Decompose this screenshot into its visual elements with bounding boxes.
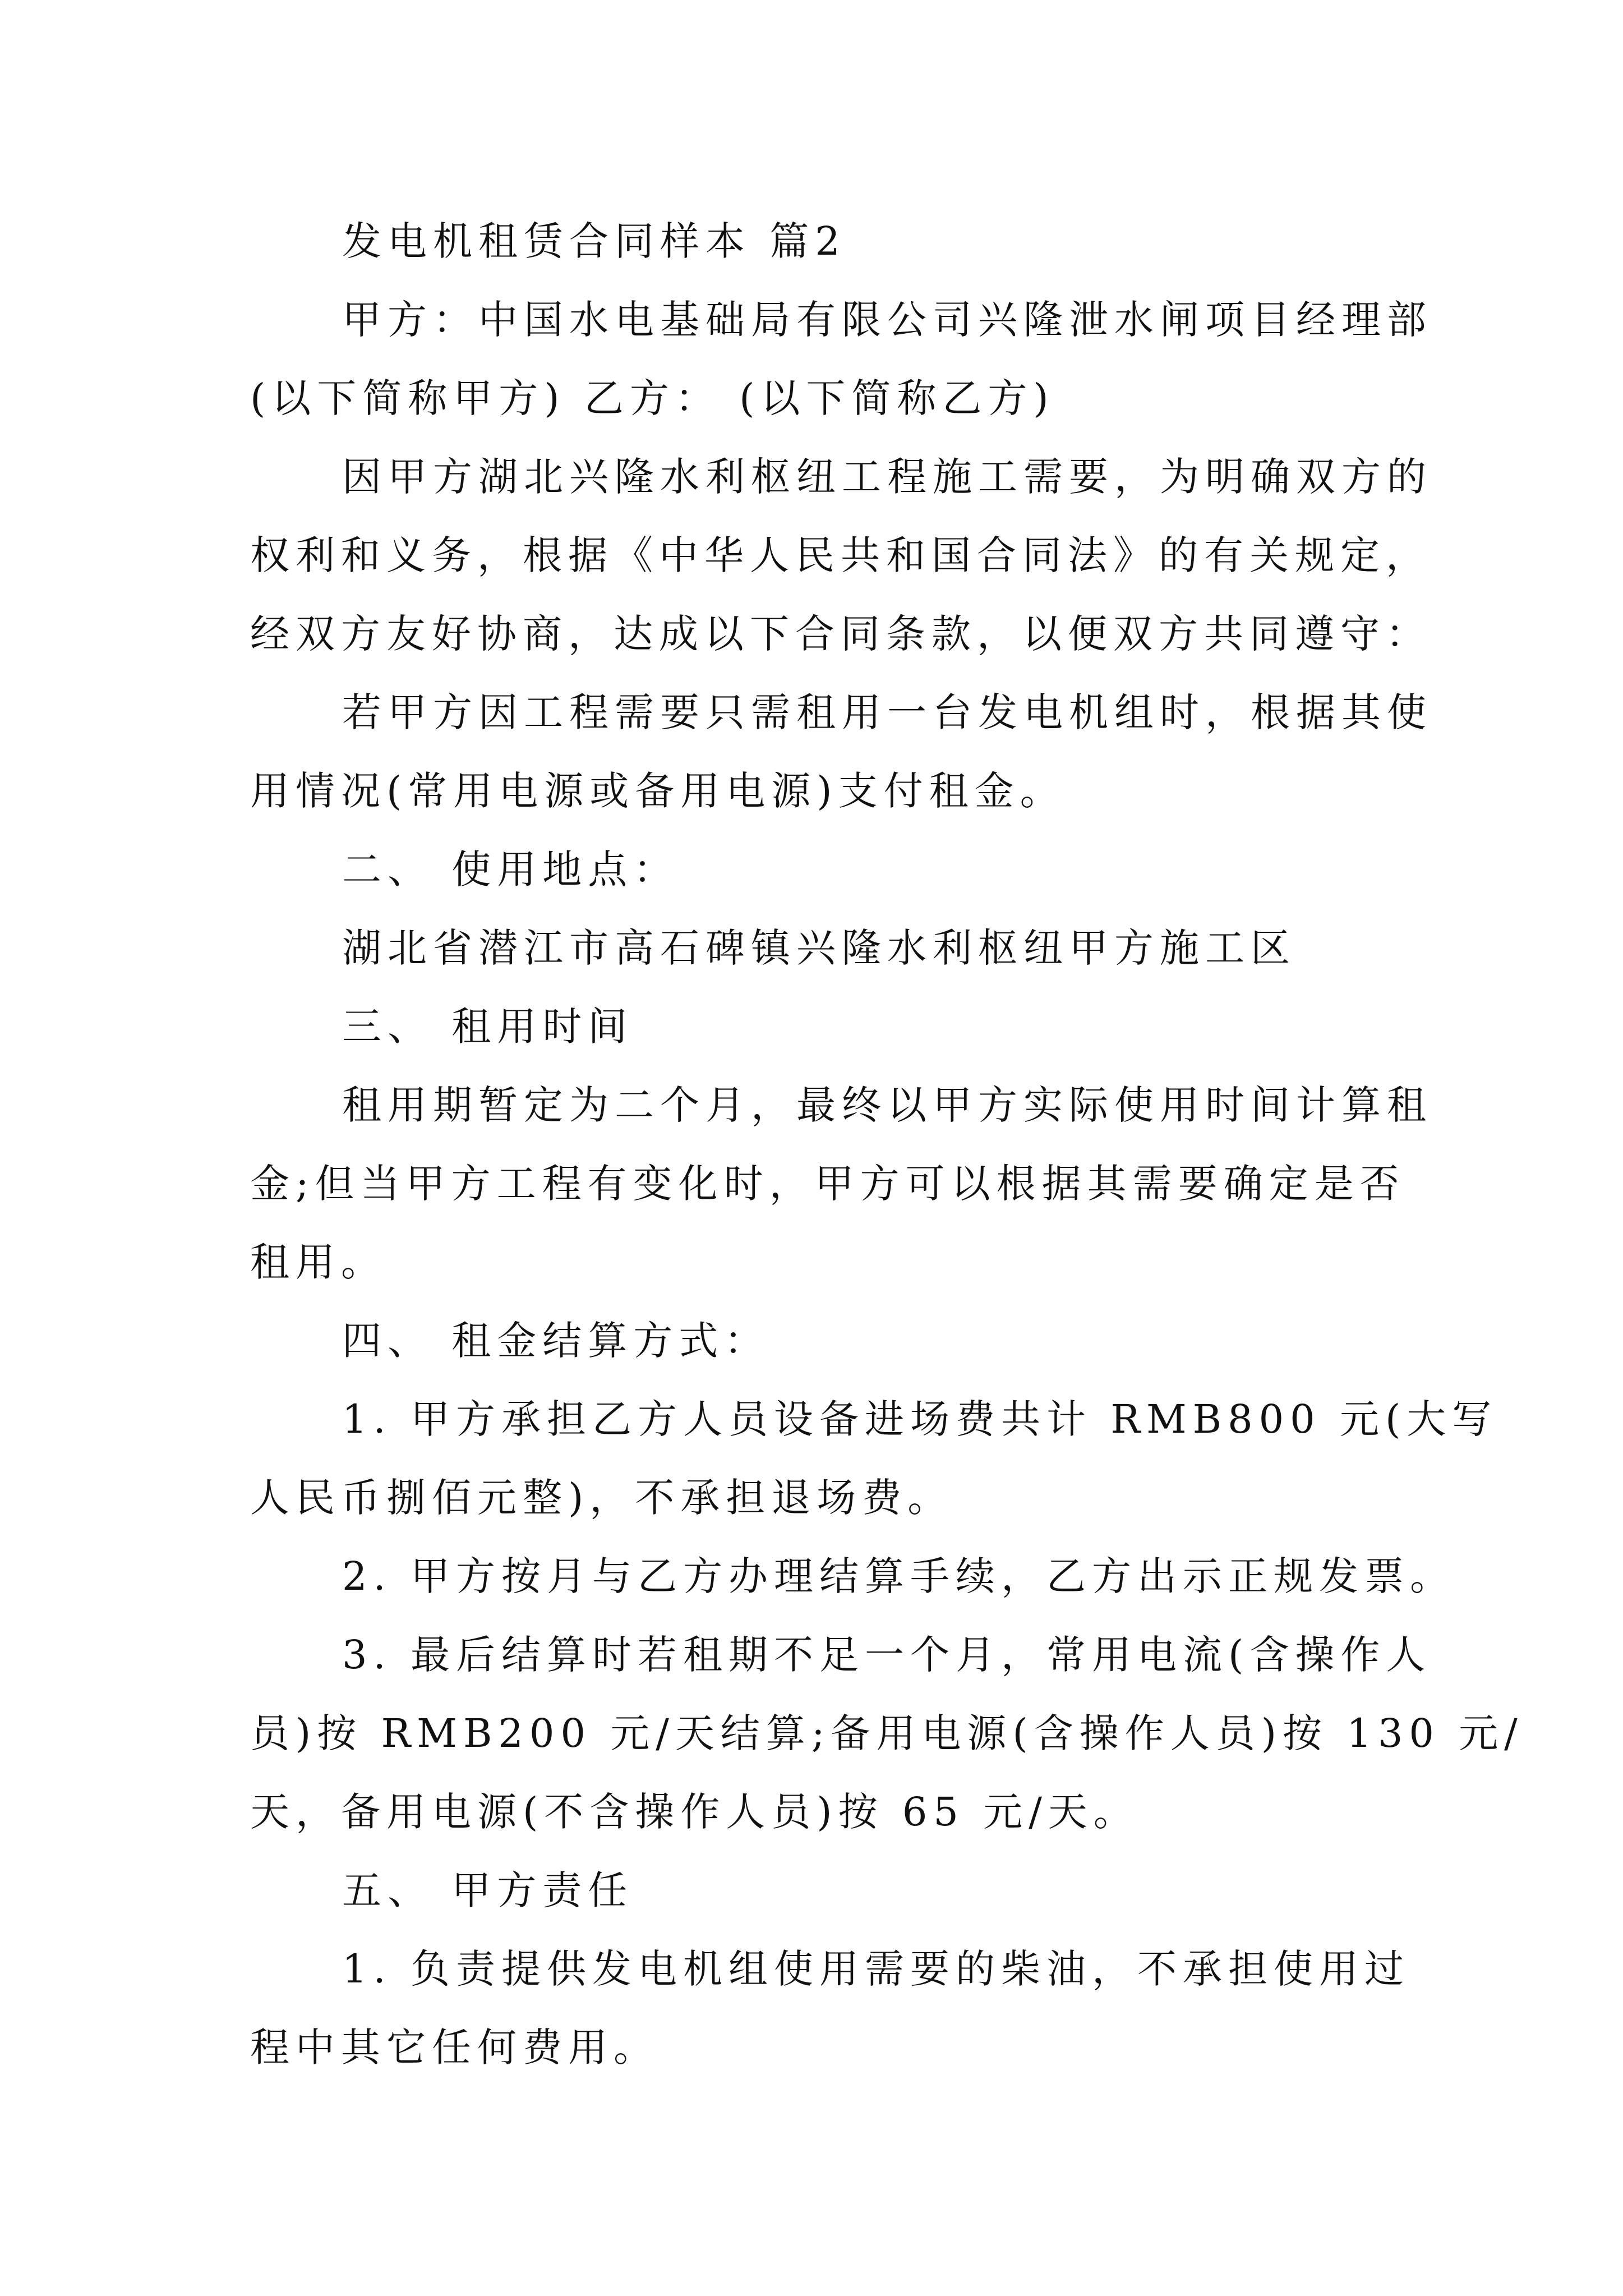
preamble-line-3: 经双方友好协商，达成以下合同条款，以便双方共同遵守：	[250, 611, 1431, 657]
section-4-item-1-line-2: 人民币捌佰元整)，不承担退场费。	[250, 1475, 953, 1521]
section-5-item-1-line-1: 1. 负责提供发电机组使用需要的柴油，不承担使用过	[342, 1946, 1410, 1992]
section-2-location: 湖北省潜江市高石碑镇兴隆水利枢纽甲方施工区	[342, 925, 1296, 971]
section-4-item-2: 2. 甲方按月与乙方办理结算手续，乙方出示正规发票。	[342, 1553, 1456, 1599]
preamble-line-2: 权利和义务，根据《中华人民共和国合同法》的有关规定，	[250, 532, 1431, 578]
document-title: 发电机租赁合同样本 篇2	[342, 218, 846, 264]
rental-clause-line-2: 用情况(常用电源或备用电源)支付租金。	[250, 768, 1066, 814]
section-4-heading: 四、 租金结算方式：	[342, 1318, 770, 1364]
section-4-item-3-line-1: 3. 最后结算时若租期不足一个月，常用电流(含操作人	[342, 1632, 1432, 1678]
section-4-item-3-line-2: 员)按 RMB200 元/天结算;备用电源(含操作人员)按 130 元/	[250, 1710, 1524, 1756]
section-2-heading: 二、 使用地点：	[342, 846, 679, 892]
section-3-heading: 三、 租用时间	[342, 1004, 634, 1050]
party-a-line: 甲方：中国水电基础局有限公司兴隆泄水闸项目经理部	[342, 297, 1432, 343]
section-3-line-3: 租用。	[250, 1239, 386, 1285]
section-5-item-1-line-2: 程中其它任何费用。	[250, 2024, 659, 2070]
section-3-line-1: 租用期暂定为二个月，最终以甲方实际使用时间计算租	[342, 1082, 1432, 1128]
section-3-line-2: 金;但当甲方工程有变化时，甲方可以根据其需要确定是否	[250, 1161, 1405, 1207]
preamble-line-1: 因甲方湖北兴隆水利枢纽工程施工需要，为明确双方的	[342, 454, 1432, 500]
party-b-line: (以下简称甲方) 乙方： (以下简称乙方)	[250, 375, 1055, 421]
rental-clause-line-1: 若甲方因工程需要只需租用一台发电机组时，根据其使	[342, 689, 1432, 735]
section-5-heading: 五、 甲方责任	[342, 1867, 634, 1913]
section-4-item-3-line-3: 天，备用电源(不含操作人员)按 65 元/天。	[250, 1789, 1139, 1835]
section-4-item-1-line-1: 1. 甲方承担乙方人员设备进场费共计 RMB800 元(大写	[342, 1396, 1498, 1442]
